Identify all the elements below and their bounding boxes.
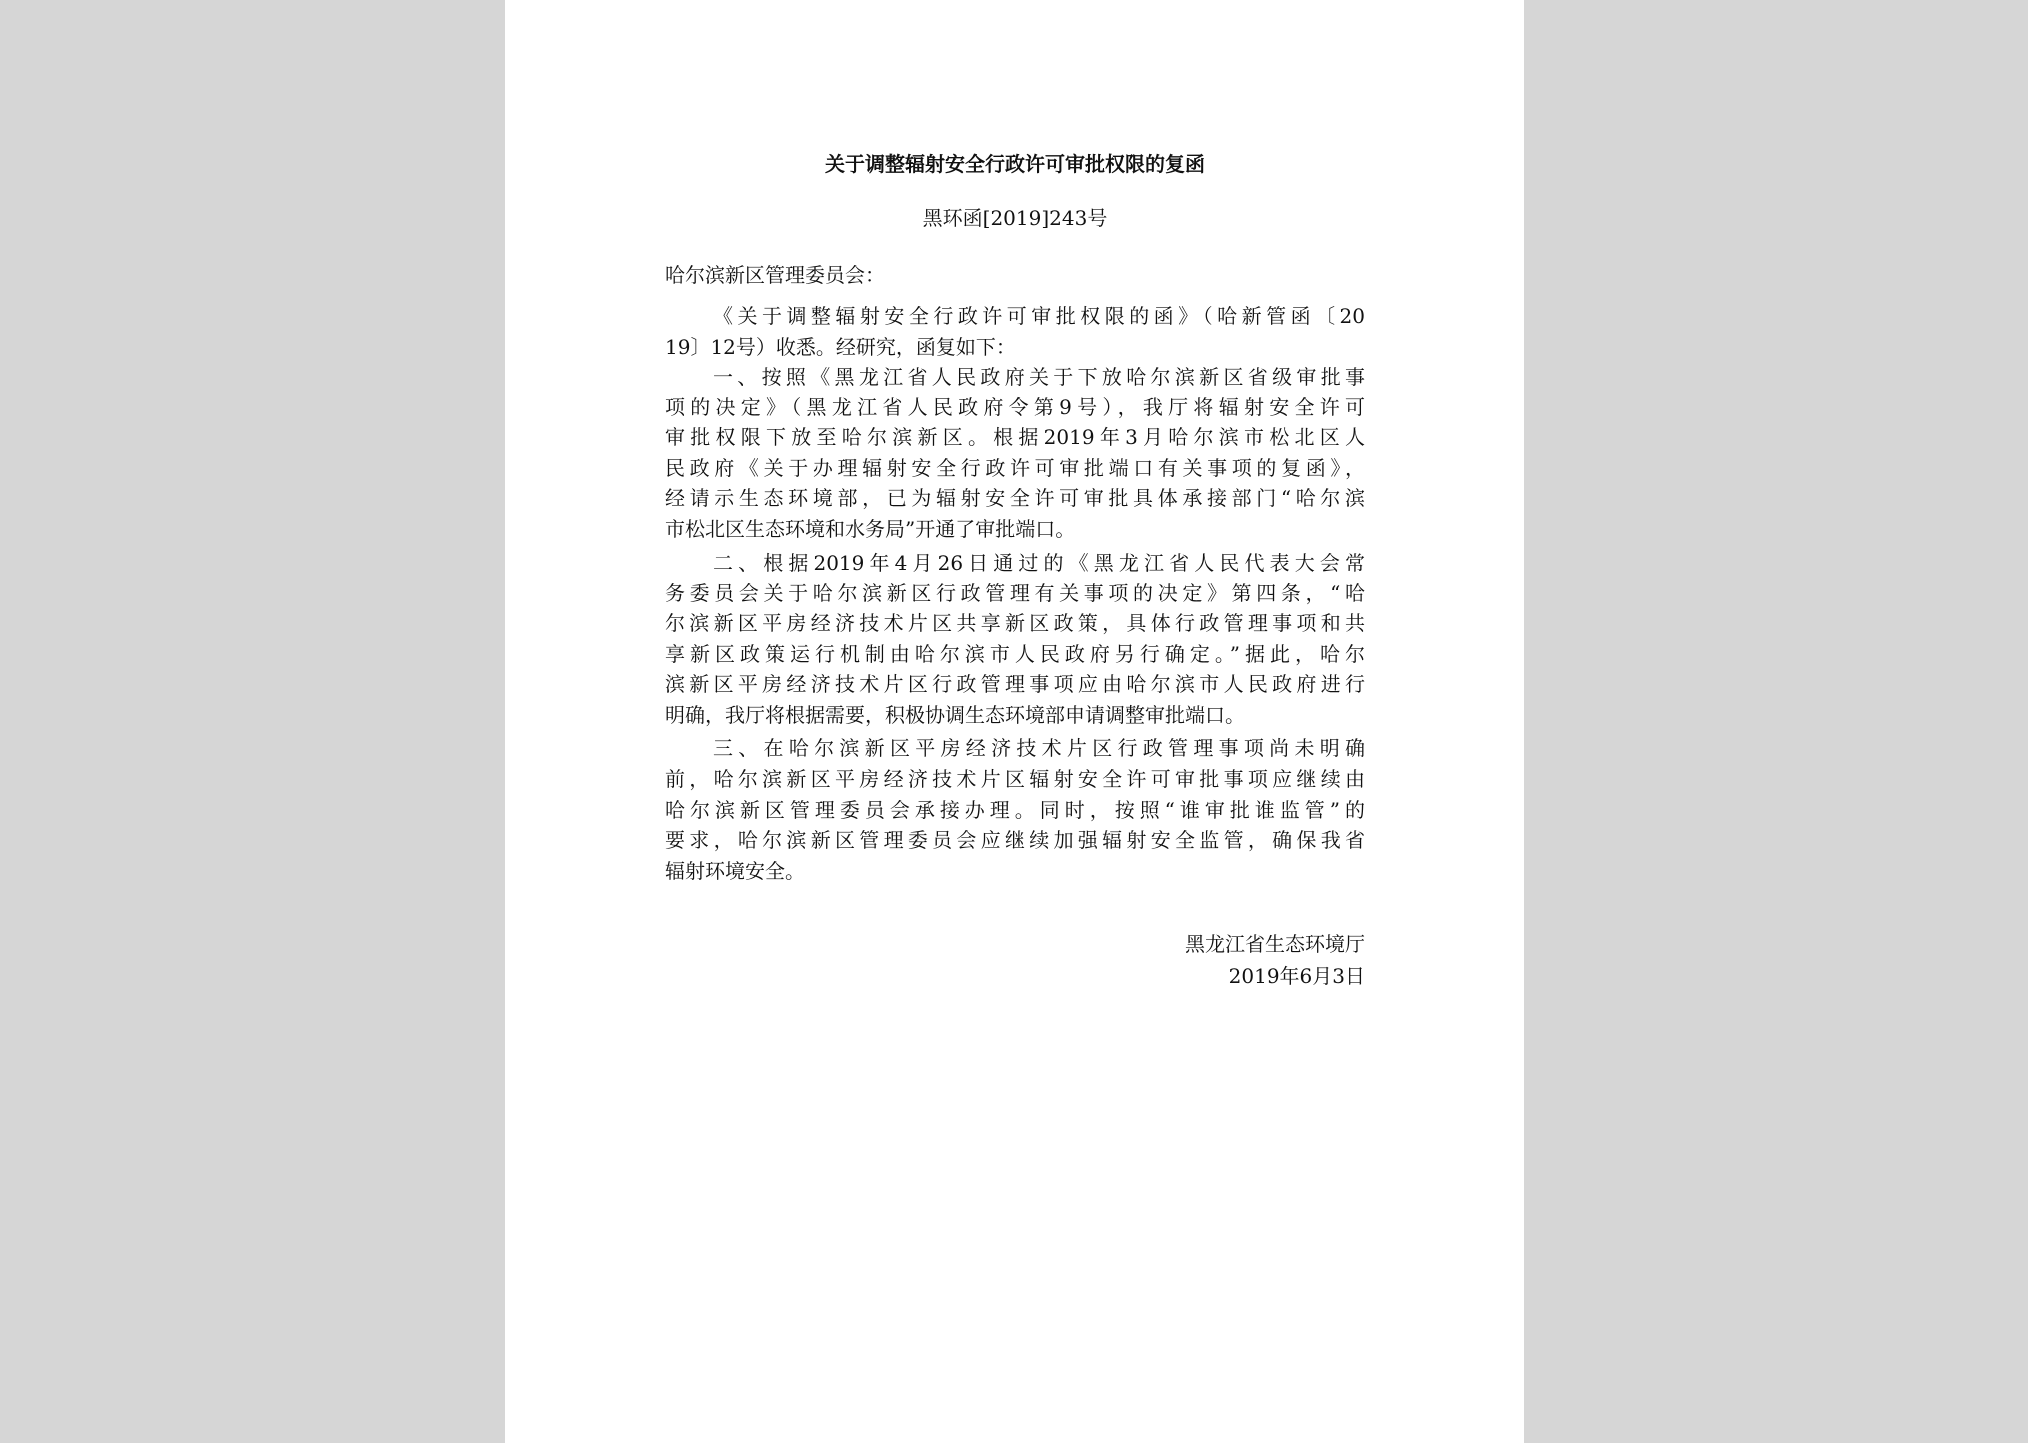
body-line: 明确，我厅将根据需要，积极协调生态环境部申请调整审批端口。 bbox=[665, 703, 1245, 727]
body-line: 一、按照《黑龙江省人民政府关于下放哈尔滨新区省级审批事 bbox=[713, 365, 1365, 389]
body-line: 经请示生态环境部，已为辐射安全许可审批具体承接部门“哈尔滨 bbox=[665, 486, 1365, 510]
body-line: 前，哈尔滨新区平房经济技术片区辐射安全许可审批事项应继续由 bbox=[665, 767, 1365, 791]
body-line: 市松北区生态环境和水务局”开通了审批端口。 bbox=[665, 517, 1076, 541]
body-line: 项的决定》（黑龙江省人民政府令第9号），我厅将辐射安全许可 bbox=[665, 395, 1365, 419]
signature-date: 2019年6月3日 bbox=[1228, 964, 1365, 988]
document-number: 黑环函[2019]243号 bbox=[922, 206, 1108, 230]
body-line: 务委员会关于哈尔滨新区行政管理有关事项的决定》第四条，“哈 bbox=[665, 581, 1365, 605]
body-line: 尔滨新区平房经济技术片区共享新区政策，具体行政管理事项和共 bbox=[665, 611, 1365, 635]
body-line: 三、在哈尔滨新区平房经济技术片区行政管理事项尚未明确 bbox=[713, 736, 1365, 760]
document-title: 关于调整辐射安全行政许可审批权限的复函 bbox=[825, 152, 1205, 176]
body-line: 二、根据2019年4月26日通过的《黑龙江省人民代表大会常 bbox=[713, 551, 1365, 575]
body-line: 《关于调整辐射安全行政许可审批权限的函》（哈新管函〔20 bbox=[713, 304, 1365, 328]
body-line: 哈尔滨新区管理委员会承接办理。同时，按照“谁审批谁监管”的 bbox=[665, 798, 1365, 822]
body-line: 辐射环境安全。 bbox=[665, 859, 805, 883]
body-line: 审批权限下放至哈尔滨新区。根据2019年3月哈尔滨市松北区人 bbox=[665, 425, 1365, 449]
body-line: 滨新区平房经济技术片区行政管理事项应由哈尔滨市人民政府进行 bbox=[665, 672, 1365, 696]
body-line: 要求，哈尔滨新区管理委员会应继续加强辐射安全监管，确保我省 bbox=[665, 828, 1365, 852]
document-page bbox=[505, 0, 1524, 1443]
body-line: 民政府《关于办理辐射安全行政许可审批端口有关事项的复函》， bbox=[665, 456, 1365, 480]
body-line: 19〕12号）收悉。经研究，函复如下： bbox=[665, 335, 1016, 359]
body-line: 享新区政策运行机制由哈尔滨市人民政府另行确定。”据此，哈尔 bbox=[665, 642, 1365, 666]
salutation: 哈尔滨新区管理委员会： bbox=[665, 263, 885, 287]
signature-org: 黑龙江省生态环境厅 bbox=[1185, 932, 1365, 956]
